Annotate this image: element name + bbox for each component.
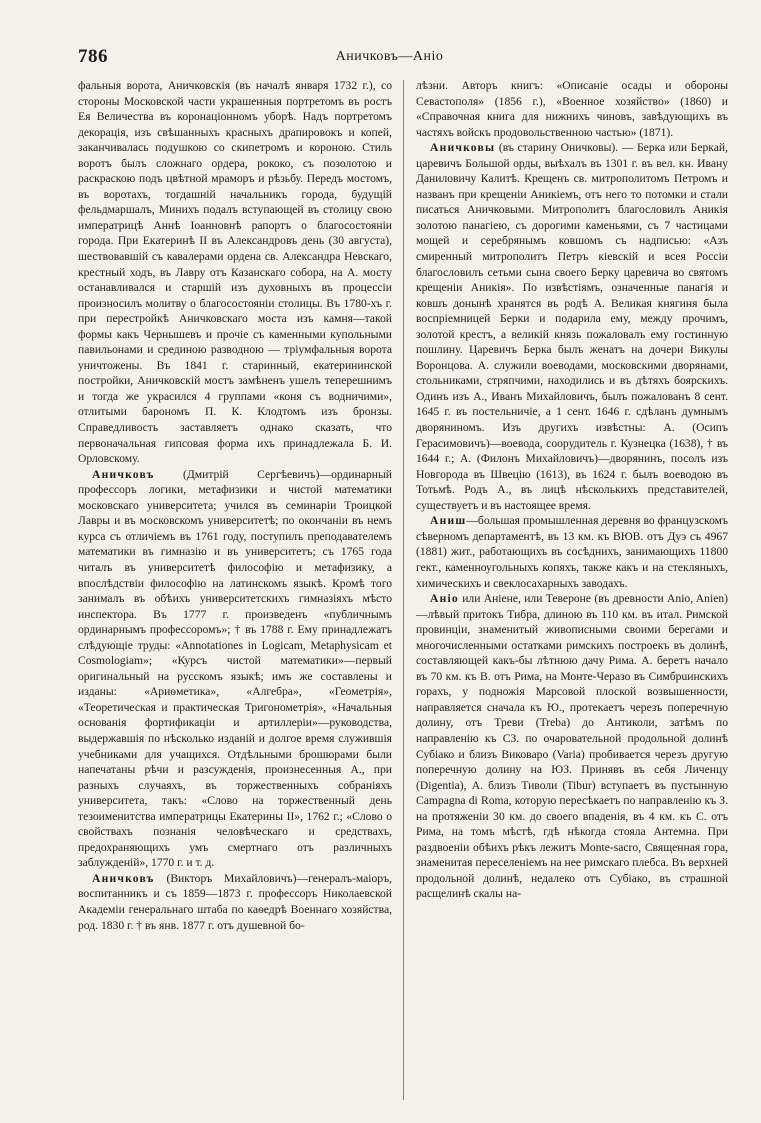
entry-headword: Аничковъ <box>92 871 155 885</box>
right-column <box>416 78 728 1108</box>
entry-paragraph <box>416 78 728 140</box>
entry-paragraph <box>416 591 728 902</box>
entry-headword: Аничковы <box>430 141 496 155</box>
entry-headword: Аниш <box>430 514 467 528</box>
entry-text: фальныя ворота, Аничковскія (въ началѣ января 1732 г.), со стороны Московской части украшенныя портретомъ въ ростъ Ея Величества въ коронаціонномъ уборѣ. Надъ портретомъ декорація, изъ свѣшанныхъ красныхъ драпировокъ и копей, заканчивалась подушкою со скипетромъ и короною. Стиль воротъ былъ сложнаго ордера, рококо, съ позолотою и раскраскою подъ цвѣтной мраморъ и рѣзьбу. Передъ мостомъ, въ воротахъ, тогдашній начальникъ города, будущій фельдмаршалъ, Минихъ подалъ вступающей въ столицу свою императрицѣ Аннѣ Іоанновнѣ рапортъ о благосостояніи города. При Екатеринѣ II въ Александровъ день (30 августа), шествовавшій съ кавалерами ордена св. Александра Невскаго, крестный ходъ, въ Лавру отъ Казанскаго собора, на А. мосту останавливался и старшій изъ духовныхъ въ процессіи произносилъ молитву о благосостояніи столицы. Въ 1780-хъ г. при перестройкѣ Аничковскаго моста изъ камня—такой формы какъ Чернышевъ и прочіе съ каменными купольными павильонами и срединою разводною — тріумфальныя ворота уничтожены. Въ 1841 г. старинный, екатерининской постройки, Аничковскій мостъ замѣненъ ушелъ теперешнимъ и тогда же украсился 4 группами «коня съ водничими», отлитыми барономъ П. К. Клодтомъ изъ бронзы. Справедливость заставляетъ однако сказать, что первоначальная гипсовая форма ихъ принадлежала Б. И. Орловскому. <box>78 79 392 466</box>
page-header <box>78 46 701 72</box>
entry-text: лѣзни. Авторъ книгъ: «Описаніе осады и обороны Севастополя» (1856 г.), «Военное хозяйство» (1860) и «Справочная книга для нижнихъ чиновъ, завѣдующихъ въ частяхъ войскъ продовольственною частью» (1871). <box>416 79 728 139</box>
entry-paragraph <box>416 513 728 591</box>
entry-paragraph <box>78 467 392 871</box>
entry-text: —большая промышленная деревня во французскомъ сѣверномъ департаментѣ, въ 13 км. къ ВЮВ. отъ Дуэ съ 4967 (1881) жит., работающихъ въ сосѣднихъ, занимающихъ 11800 гект., каменноугольныхъ копяхъ, также какъ и на стекляныхъ, химическихъ и свеклосахарныхъ заводахъ. <box>416 514 728 590</box>
entry-text: или Аніене, или Теверонe (въ древности Anio, Anien)—лѣвый притокъ Тибра, длиною въ 110 км. въ итал. Римской провинціи, знаменитый живописными своими берегами и многочисленными остатками римскихъ построекъ въ долинѣ, составляющей какъ-бы лѣтнюю дачу Рима. А. беретъ начало въ 70 км. къ В. отъ Рима, на Монте-Черазо въ Симбрuинскихъ горахъ, у подножія Марсовой плоской возвышенности, направляется сначала къ Ю., протекаетъ черезъ поперечную долину, отъ Треви (Treba) до Антиколи, затѣмъ по направленію къ СЗ. по очаровательной продольной долинѣ Субіако и близъ Виковаро (Varia) пробивается черезъ другую поперечную долину на ЮЗ. Принявъ въ себя Личенцу (Digentia), А. близъ Тиволи (Tibur) вступаетъ въ пустынную Campagna di Roma, которую пересѣкаетъ по направленію къ З. на протяженіи 30 км. до своего впаденія, въ 4 км. къ С. отъ Рима, на томъ мѣстѣ, гдѣ нѣкогда стояла Антемна. При раздвоеніи обѣихъ рѣкъ лежитъ Monte-sacro, Священная гора, знаменитая переселеніемъ на нее римскаго плебса. Въ верхней продольной долинѣ, недалеко отъ Субіако, въ страшной расщелинѣ скалы на- <box>416 592 728 901</box>
left-column <box>78 78 392 1108</box>
page-number: 786 <box>78 46 108 67</box>
column-divider <box>403 80 404 1100</box>
entry-text: (Викторъ Михайловичъ)—генералъ-маіоръ, воспитанникъ и съ 1859—1873 г. профессоръ Николаевской Академіи генеральнаго штаба по каѳедрѣ Военнаго хозяйства, род. 1830 г. † въ янв. 1877 г. отъ душевной бо- <box>78 871 392 932</box>
entry-text: (Дмитрій Сергѣевичъ)—ординарный профессоръ логики, метафизики и чистой математики московскаго университета; учился въ семинаріи Троицкой Лавры и въ московскомъ университетѣ; по окончаніи въ немъ курса съ отличіемъ въ 1761 году, поступилъ преподавателемъ математики въ гимназію и въ университетъ; съ 1765 года читалъ въ университетѣ философію и метафизику, а впослѣдствіи философію на латинскомъ языкѣ. Кромѣ того занималъ въ обѣихъ университетскихъ гимназіяхъ мѣсто инспектора. Въ 1777 г. произведенъ «публичнымъ ординарнымъ профессоромъ»; † въ 1788 г. Ему принадлежатъ слѣдующіе труды: «Annotationes in Logicam, Metaphysicam et Cosmologiam»; «Курсъ чистой математики»—первый оригинальный на русскомъ языкѣ; имъ же составлены и изданы: «Ариѳметика», «Алгебра», «Геометрія», «Теоретическая и практическая Тригонометрія», «Начальныя основанія фортификаціи и артиллеріи»—руководства, выдержавшія по нѣсколько изданій и долгое время служившія учебниками для учащихся. Отдѣльными брошюрами были напечатаны рѣчи и разсужденія, произнесенныя А., при разныхъ случаяхъ, въ торжественныхъ собраніяхъ университета, такъ: «Слово на торжественный день тезоименитства императрицы Екатерины II», 1762 г.; «Слово о свойствахъ познанія человѣческаго и средствахъ, предохраняющихъ умъ смертнаго отъ различныхъ заблужденій», 1770 г. и т. д. <box>78 467 392 870</box>
entry-headword: Аничковъ <box>92 467 155 481</box>
entry-paragraph <box>78 871 392 933</box>
entry-paragraph <box>78 78 392 467</box>
entry-headword: Аніо <box>430 592 459 606</box>
entry-text: (въ старину Оничковы). — Берка или Беркай, царевичъ Большой орды, выѣхалъ въ 1301 г. въ вел. кн. Ивану Даниловичу Калитѣ. Крещенъ св. митрополитомъ Петромъ и названъ при крещеніи Аникіемъ, отъ него то потомки и стали писаться Аничковыми. Митрополитъ благословилъ Аникія золотою панагіею, съ дорогими каменьями, съ 7 частицами мощей и серебрянымъ ковшомъ съ надписью: «Азъ смиренный митрополитъ Петръ кіевскій и всея Россіи благословилъ сетьми сына своего Берку царевича во святомъ крещеніи Аникія». По извѣстіямъ, означенные панагія и ковшъ донынѣ хранятся въ родѣ А. Великая княгиня была воспріемницей Берки и подарила ему, между прочимъ, золотой крестъ, а великій князь пожаловалъ ему гостинную пошлину. Царевичъ Берка былъ женатъ на дочери Викулы Воронцова. А. служили воеводами, московскими дворянами, стольниками, стряпчими, находились и въ дѣтяхъ боярскихъ. Одинъ изъ А., Иванъ Михайловичъ, былъ пожалованъ 8 сент. 1645 г. въ постельничіе, а 1 сент. 1646 г. сдѣланъ думнымъ дворяниномъ. Изъ другихъ извѣстны: А. (Осипъ Герасимовичъ)—воевода, соорудитель г. Кузнецка (1638), † въ 1644 г.; А. (Филонъ Михайловичъ)—дворянинъ, посолъ изъ Новгорода въ Швецію (1613), въ 1624 г. былъ воеводою въ Тотьмѣ. Родъ А., въ лицѣ нѣсколькихъ представителей, существуетъ и въ настоящее время. <box>416 141 728 512</box>
entry-paragraph <box>416 140 728 513</box>
running-head: Аничковъ—Аніо <box>335 49 444 64</box>
